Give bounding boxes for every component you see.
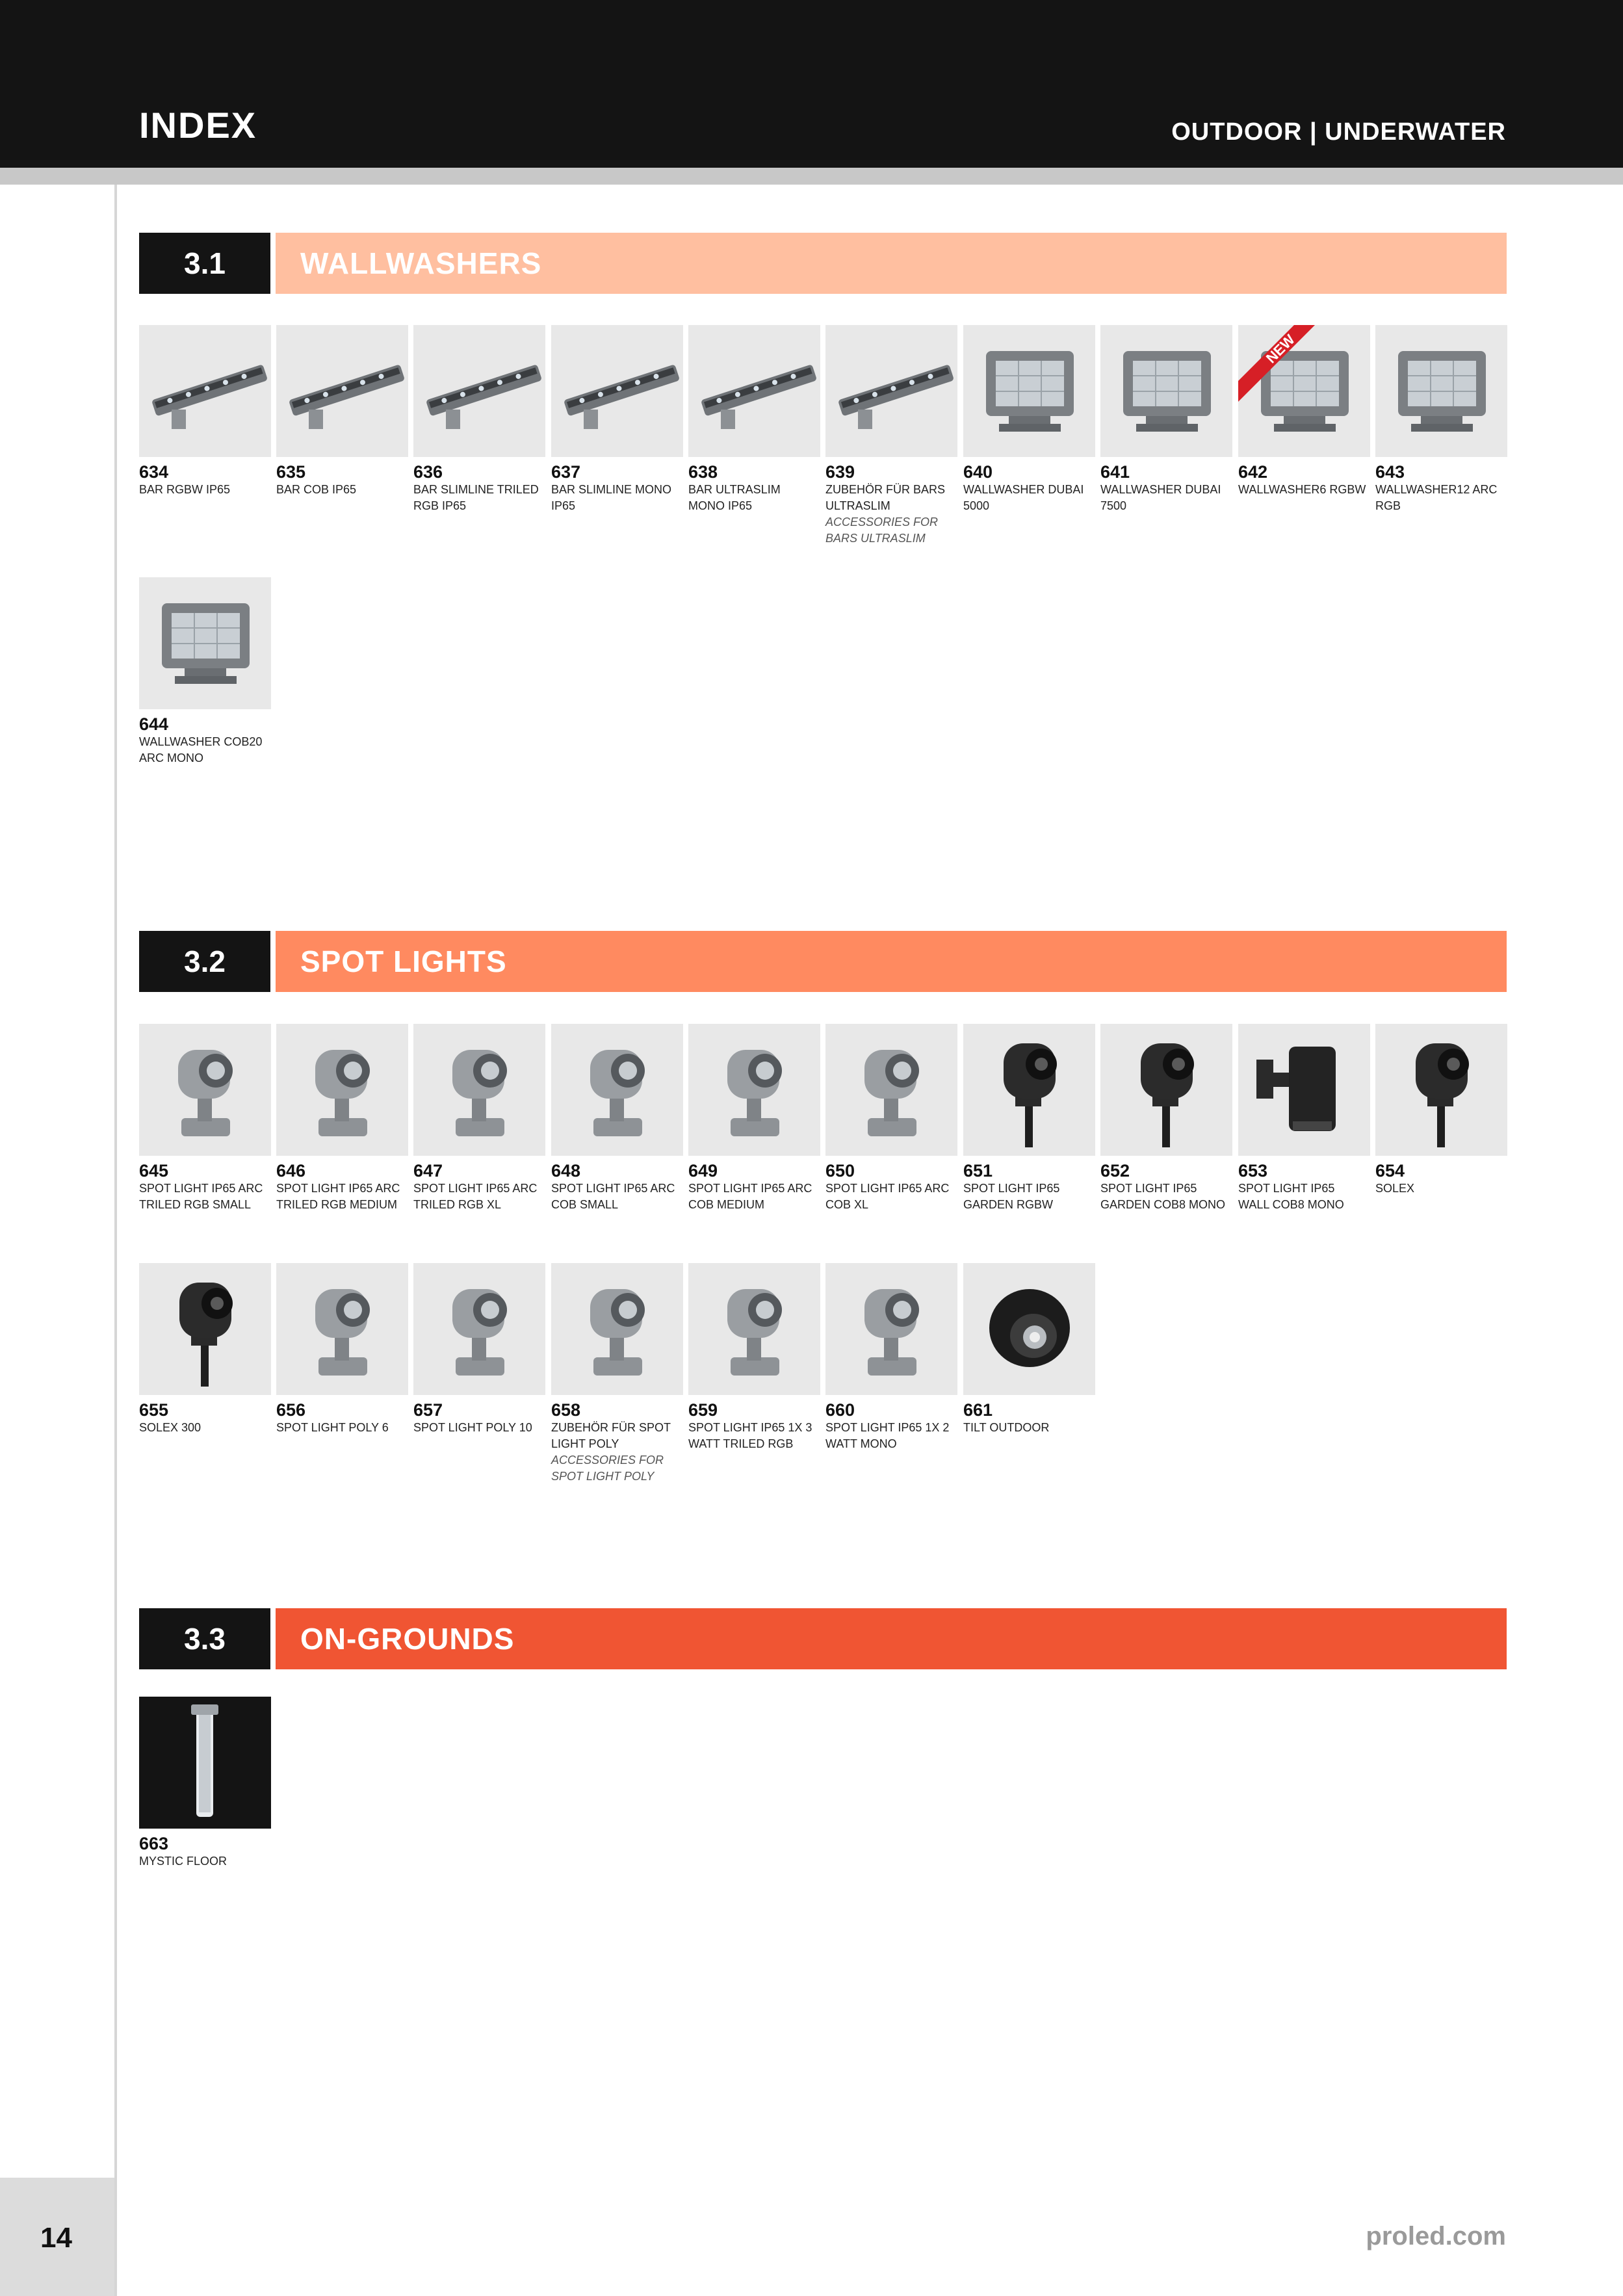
spotlight-icon (276, 1263, 408, 1395)
section-number-on-grounds: 3.3 (139, 1608, 270, 1669)
product-number: 643 (1375, 462, 1405, 482)
product-number: 652 (1100, 1161, 1130, 1181)
product-item[interactable] (1238, 325, 1370, 498)
product-name: SPOT LIGHT IP65 ARC COB MEDIUM (688, 1182, 812, 1211)
spotlight-icon (825, 1024, 957, 1156)
product-name: WALLWASHER DUBAI 7500 (1100, 483, 1221, 512)
floor-light-icon (139, 1697, 271, 1829)
product-number: 651 (963, 1161, 993, 1181)
product-number: 638 (688, 462, 718, 482)
section-number-wallwashers: 3.1 (139, 233, 270, 294)
floodlight-icon (963, 325, 1095, 457)
product-name: SPOT LIGHT IP65 ARC COB SMALL (551, 1182, 675, 1211)
spotlight-icon (413, 1263, 545, 1395)
floodlight-icon (1100, 325, 1232, 457)
garden-spot-icon (139, 1263, 271, 1395)
page-title: INDEX (139, 105, 257, 146)
spotlight-icon (276, 1024, 408, 1156)
product-item[interactable] (551, 325, 683, 514)
product-number: 642 (1238, 462, 1268, 482)
product-item[interactable] (551, 1024, 683, 1213)
product-item[interactable] (413, 325, 545, 514)
product-name: SPOT LIGHT POLY 6 (276, 1421, 389, 1434)
product-item[interactable] (688, 1024, 820, 1213)
product-item[interactable] (276, 1024, 408, 1213)
product-name: ZUBEHÖR FÜR BARS ULTRASLIM (825, 483, 946, 512)
product-name: BAR SLIMLINE TRILED RGB IP65 (413, 483, 539, 512)
product-name-english: ACCESSORIES FOR SPOT LIGHT POLY (551, 1454, 664, 1483)
header-bar (0, 0, 1623, 168)
product-number: 653 (1238, 1161, 1268, 1181)
product-number: 639 (825, 462, 855, 482)
product-item[interactable] (963, 1024, 1095, 1213)
bar-light-icon (139, 325, 271, 457)
floodlight-icon (1238, 325, 1370, 457)
spotlight-icon (688, 1263, 820, 1395)
spotlight-icon (551, 1263, 683, 1395)
product-name: WALLWASHER DUBAI 5000 (963, 483, 1084, 512)
product-item[interactable] (139, 1024, 271, 1213)
product-name: SPOT LIGHT IP65 ARC TRILED RGB XL (413, 1182, 538, 1211)
product-item[interactable] (413, 1024, 545, 1213)
product-name: WALLWASHER6 RGBW (1238, 483, 1366, 496)
product-name: SPOT LIGHT IP65 1X 2 WATT MONO (825, 1421, 950, 1450)
bar-light-icon (276, 325, 408, 457)
floodlight-icon (1375, 325, 1507, 457)
garden-spot-icon (1100, 1024, 1232, 1156)
bar-light-icon (413, 325, 545, 457)
section-number-spot-lights: 3.2 (139, 931, 270, 992)
product-item[interactable] (139, 1263, 271, 1436)
category-title: OUTDOOR | UNDERWATER (1171, 118, 1506, 146)
spotlight-icon (825, 1263, 957, 1395)
garden-spot-icon (963, 1024, 1095, 1156)
product-item[interactable] (139, 1697, 271, 1870)
product-number: 635 (276, 462, 306, 482)
product-number: 661 (963, 1400, 993, 1420)
product-item[interactable] (963, 325, 1095, 514)
product-item[interactable] (1375, 325, 1507, 514)
product-item[interactable] (1375, 1024, 1507, 1197)
product-number: 636 (413, 462, 443, 482)
product-number: 648 (551, 1161, 581, 1181)
product-number: 659 (688, 1400, 718, 1420)
margin-rule (114, 185, 117, 2296)
product-number: 660 (825, 1400, 855, 1420)
product-name: SPOT LIGHT IP65 WALL COB8 MONO (1238, 1182, 1344, 1211)
product-item[interactable] (139, 577, 271, 766)
product-name: BAR SLIMLINE MONO IP65 (551, 483, 672, 512)
product-number: 644 (139, 714, 169, 734)
bar-light-icon (825, 325, 957, 457)
product-number: 637 (551, 462, 581, 482)
spotlight-icon (139, 1024, 271, 1156)
product-number: 658 (551, 1400, 581, 1420)
product-name: SPOT LIGHT POLY 10 (413, 1421, 532, 1434)
product-name: SPOT LIGHT IP65 ARC TRILED RGB MEDIUM (276, 1182, 400, 1211)
spotlight-icon (551, 1024, 683, 1156)
product-number: 645 (139, 1161, 169, 1181)
header-divider (0, 168, 1623, 185)
garden-spot-icon (1375, 1024, 1507, 1156)
product-name: SPOT LIGHT IP65 1X 3 WATT TRILED RGB (688, 1421, 812, 1450)
spotlight-icon (688, 1024, 820, 1156)
product-name: SPOT LIGHT IP65 GARDEN RGBW (963, 1182, 1060, 1211)
product-item[interactable] (1238, 1024, 1370, 1213)
product-name: BAR RGBW IP65 (139, 483, 231, 496)
product-number: 640 (963, 462, 993, 482)
product-name: ZUBEHÖR FÜR SPOT LIGHT POLY (551, 1421, 671, 1450)
website-link[interactable]: proled.com (1366, 2222, 1506, 2250)
product-item[interactable] (276, 1263, 408, 1436)
product-name: SPOT LIGHT IP65 GARDEN COB8 MONO (1100, 1182, 1226, 1211)
product-name: MYSTIC FLOOR (139, 1855, 227, 1868)
product-item[interactable] (825, 1024, 957, 1213)
product-item[interactable] (139, 325, 271, 498)
tilt-light-icon (963, 1263, 1095, 1395)
product-number: 634 (139, 462, 169, 482)
product-name: SOLEX 300 (139, 1421, 201, 1434)
product-name: SPOT LIGHT IP65 ARC TRILED RGB SMALL (139, 1182, 263, 1211)
product-name: WALLWASHER12 ARC RGB (1375, 483, 1498, 512)
new-badge (1238, 325, 1370, 457)
bar-light-icon (688, 325, 820, 457)
svg-text:NEW: NEW (1262, 331, 1298, 367)
product-name-english: ACCESSORIES FOR BARS ULTRASLIM (825, 515, 939, 545)
page-number: 14 (40, 2222, 72, 2254)
product-name: BAR COB IP65 (276, 483, 357, 496)
product-item[interactable] (551, 1263, 683, 1485)
product-number: 656 (276, 1400, 306, 1420)
product-item[interactable] (1100, 1024, 1232, 1213)
product-item[interactable] (276, 325, 408, 498)
product-number: 647 (413, 1161, 443, 1181)
product-name: WALLWASHER COB20 ARC MONO (139, 735, 263, 764)
section-title-wallwashers: WALLWASHERS (276, 233, 1507, 294)
product-item[interactable] (963, 1263, 1095, 1436)
wall-spot-icon (1238, 1024, 1370, 1156)
product-item[interactable] (688, 325, 820, 514)
product-number: 649 (688, 1161, 718, 1181)
product-name: SOLEX (1375, 1182, 1415, 1195)
product-name: TILT OUTDOOR (963, 1421, 1050, 1434)
product-number: 646 (276, 1161, 306, 1181)
product-item[interactable] (825, 1263, 957, 1452)
product-number: 657 (413, 1400, 443, 1420)
product-item[interactable] (1100, 325, 1232, 514)
section-title-on-grounds: ON-GROUNDS (276, 1608, 1507, 1669)
product-number: 650 (825, 1161, 855, 1181)
product-name: SPOT LIGHT IP65 ARC COB XL (825, 1182, 950, 1211)
product-item[interactable] (825, 325, 957, 547)
product-number: 654 (1375, 1161, 1405, 1181)
product-item[interactable] (413, 1263, 545, 1436)
spotlight-icon (413, 1024, 545, 1156)
product-item[interactable] (688, 1263, 820, 1452)
product-number: 663 (139, 1834, 169, 1853)
floodlight-icon (139, 577, 271, 709)
product-name: BAR ULTRASLIM MONO IP65 (688, 483, 781, 512)
product-number: 655 (139, 1400, 169, 1420)
section-title-spot-lights: SPOT LIGHTS (276, 931, 1507, 992)
bar-light-icon (551, 325, 683, 457)
product-number: 641 (1100, 462, 1130, 482)
